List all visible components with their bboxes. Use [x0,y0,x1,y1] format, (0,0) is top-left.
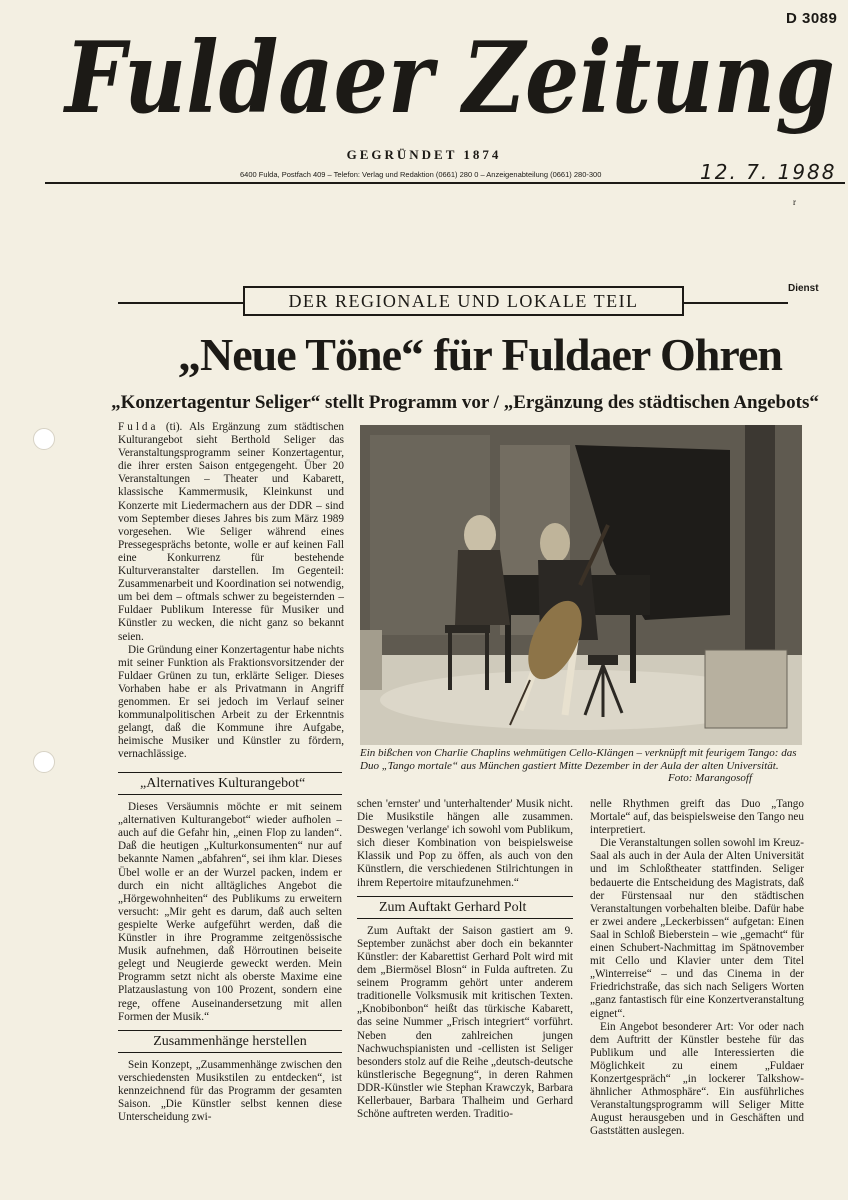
crosshead-rule [357,896,573,897]
col3-paragraph-1: nelle Rhythmen greift das Duo „Tango Mortale“ auf, das beispielsweise den Tango neu interpretiert. [590,798,804,837]
crosshead-alternatives: „Alternatives Kulturangebot“ [140,776,306,791]
contact-line: 6400 Fulda, Postfach 409 – Telefon: Verlag und Redaktion (0661) 280 0 – Anzeigenabteilung (0661) 280-300 [240,170,602,179]
headline: „Neue Töne“ für Fuldaer Ohren [178,329,782,380]
founded-line: GEGRÜNDET 1874 [346,147,502,162]
masthead-logo [60,4,840,144]
dateline: Fulda [118,421,159,433]
service-label: Dienst [788,283,819,294]
column-3 [590,798,804,1138]
crosshead-rule [118,772,342,773]
col3-paragraph-2: Die Veranstaltungen sollen sowohl im Kreuz-Saal als auch in der Aula der Alten Universität und im Schloßtheater stattfinden. Seliger bedauerte die Entscheidung des Magistrats, daß der Fürstensaal nur den städtischen Veranstaltungen vorbehalten bleibe. Dafür habe er zwei andere „Leckerbissen“ aufgetan: Einen Saal in Schloß Bieberstein – wie „gemacht“ für einen Schubert-Nachmittag im Spätnovember mit Cello und Klavier unter dem Titel „Winterreise“ – und das Cinema in der Friedrichstraße, das sich nach Seligers Worten „ganz fantastisch für eine Konzertveranstaltung eignet“. [590,837,804,1020]
col1-paragraph-1: Dieses Versäumnis möchte er mit seinem „alternativen Kulturangebot“ wieder aufholen – auch auf die Gefahr hin, „einen Flop zu landen“. Daß die heutigen „Kulturkonsumenten“ nur auf bekannte Namen „abfahren“, sei ihm klar. Dieses Übel wolle er an der Wurzel packen, indem er durch ein nicht alltägliches Angebot die „Hörgewohnheiten“ des Publikums zu erweitern versucht: „Mir geht es darum, daß auch selten gespielte Werke aufgeführt werden, daß die Künstler in ihre Programme zeitgenössische Musik aufnehmen, daß Hörroutinen beiseite gelegt und Neugierde geweckt werden. Mein Programm setzt nicht als oberste Maxime eine Platzauslastung von 100 Prozent, sondern eine rege, offene Auseinandersetzung mit allen Formen der Musik.“ [118,801,342,1023]
column-1 [118,772,342,1124]
punch-hole [33,428,55,450]
col2-paragraph-2: Zum Auftakt der Saison gastiert am 9. September zunächst aber doch ein bekannter Künstler: der Kabarettist Gerhard Polt wird mit dem „Biermösel Blosn“ in Fulda auftreten. Zu seinem Programm gehört unter anderem traditionelle Volksmusik mit kritischen Texten. „Knobibonbon“ heißt das türkische Kabarett, das seine Nummer „Frisch integriert“ vorführt. Neben den zahlreichen jungen Nachwuchspianisten und -cellisten ist Seliger besonders stolz auf die Reihe „deutsch-deutsche künstlerische Begegnung“, in deren Rahmen DDR-Künstler wie Stephan Krawczyk, Barbara Kellerbauer, Barbara Thalheim und Gerhard Schöne auftreten werden. Traditio- [357,924,573,1121]
lead-column [118,421,344,761]
crosshead-rule [118,794,342,795]
margin-mark: r [793,197,796,207]
crosshead-rule [357,918,573,919]
subheadline: „Konzertagentur Seliger“ stellt Programm vor / „Ergänzung des städtischen Angebots“ [111,392,819,413]
crosshead-rule [118,1030,342,1031]
section-rule-right [684,302,788,304]
col3-paragraph-3: Ein Angebot besonderer Art: Vor oder nach dem Auftritt der Künstler bestehe für das Publikum und alle Interessierten die Möglichkeit zu einem „Fuldaer Konzertgespräch“ „in lockerer Talkshow-ähnlicher Athmosphäre“. Ein ausführliches Veranstaltungsprogramm will Seliger Mitte August herausgeben und in Geschäften und Gaststätten auslegen. [590,1020,804,1138]
col2-paragraph-1: schen 'ernster' und 'unterhaltender' Musik nicht. Die Musikstile hängen alle zusammen. Deswegen 'verlange' ich sowohl vom Publikum, sich dieser Kombination von beispielsweise Klassik und Pop zu öffen, als auch von den Künstlern, die verschiedenen Stilrichtungen in ihrem Repertoire mitaufzunehmen.“ [357,798,573,889]
crosshead-connections: Zusammenhänge herstellen [153,1033,307,1049]
duo-photo [360,425,802,745]
photo-caption [360,747,802,785]
column-2 [357,798,573,1121]
handwritten-date: 12. 7. 1988 [700,160,837,184]
archive-id: D 3089 [786,10,838,27]
masthead-rule [45,182,845,184]
lead-paragraph-2: Die Gründung einer Konzertagentur habe nichts mit seiner Funktion als Fraktionsvorsitzender der Fuldaer Grünen zu tun, erklärte Seliger. Dieses Vorhaben habe er als Privatmann in Angriff genommen. Er sei jedoch im Verlauf seiner kommunalpolitischen Arbeit zu der Erkenntnis gelangt, daß die Kommune ihre Aufgabe, heimische Musiker und Künstler zu fördern, vernachlässige. [118,643,344,761]
crosshead-polt: Zum Auftakt Gerhard Polt [379,899,527,915]
masthead-title: Fuldaer Zeitung [62,21,835,136]
section-rule-left [118,302,243,304]
lead-paragraph-1: (ti). Als Ergänzung zum städtischen Kulturangebot sieht Berthold Seliger das Veranstaltungsprogramm seiner Konzertagentur, die ihrer ersten Saison entgegengeht. Über 20 Veranstaltungen – Theater und Kabarett, klassische Kammermusik, Kleinkunst und Konzerte mit Liedermachern aus der DDR – sind vom September dieses Jahres bis zum März 1989 vorgesehen. Wie Seliger während eines Pressegesprächs betonte, wolle er auf keinen Fall eine Konkurrenz für bestehende Kulturveranstalter darstellen. Im Gegenteil: Zusammenarbeit und Koordination sei notwendig, um bei dem – oftmals schwer zu begeisternden – Fuldaer Publikum Interesse für Musiker und Künstler zu wecken, die nicht ganz so bekannt seien. [118,421,345,643]
section-title: DER REGIONALE UND LOKALE TEIL [243,286,684,316]
punch-hole [33,751,55,773]
caption-text: Ein bißchen von Charlie Chaplins wehmütigen Cello-Klängen – verknüpft mit feurigem Tango: das Duo „Tango mortale“ aus München gastiert Mitte Dezember in der Aula der alten Universität. [360,747,797,772]
col1-paragraph-2: Sein Konzept, „Zusammenhänge zwischen den verschiedensten Musikstilen zu entdecken“, ist kennzeichnend für das Programm der gesamten Saison. „Die Künstler selbst kennen diese Unterscheidung zwi- [118,1058,342,1124]
photo-credit: Foto: Marangosoff [667,772,752,784]
crosshead-rule [118,1052,342,1053]
